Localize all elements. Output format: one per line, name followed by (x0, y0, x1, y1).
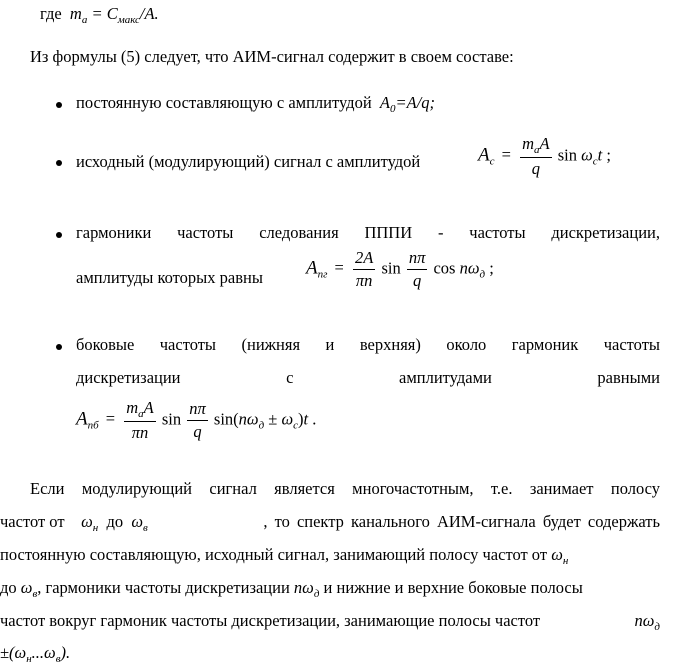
b4-lhs: A (76, 408, 88, 430)
l6-b: ...ω (31, 643, 56, 662)
b4-sin-1: sin (161, 409, 182, 429)
bullet-2-formula (478, 134, 611, 179)
l5-nw: nω (634, 611, 655, 630)
l6-a: ±(ω (0, 643, 27, 662)
b4-omega-2: ω (281, 409, 294, 429)
l4-nw-sub: д (313, 588, 320, 600)
b4-den-1: πn (124, 421, 156, 443)
l2-b-text: до (106, 512, 124, 531)
para-line-1: Если модулирующий сигнал является многочастотным, т.е. занимает полосу (30, 479, 660, 498)
b2-num-m: m (522, 134, 534, 153)
bullet-1-rest: =A/q; (395, 93, 436, 112)
l6-c: ). (60, 643, 71, 662)
b3-lhs-sub: пг (317, 268, 328, 281)
b3-n: n (459, 258, 468, 278)
b4-lhs-sub: пб (87, 419, 99, 432)
b2-omega: ω (581, 145, 593, 165)
b4-fraction-1 (124, 398, 156, 443)
b4-omega-2-sub: c (293, 419, 298, 432)
l5-nw-sub: д (654, 621, 660, 633)
l3-text: постоянную составляющую, исходный сигнал, занимающий полосу частот от (0, 545, 548, 564)
l5-a: частот вокруг гармоник частоты дискретизации, занимающие полосы частот (0, 611, 541, 630)
b4-t: t (303, 409, 309, 429)
l3-w-sub: н (562, 555, 569, 567)
bullet-1-line (76, 93, 435, 115)
b4-pm: ± (264, 409, 282, 429)
where-eq: = C (87, 4, 118, 23)
bullet-3-line-1: гармоники частоты следования ПППИ - частоты дискретизации, (76, 223, 660, 242)
l2-wn-sub: н (92, 522, 99, 534)
b4-den-2: q (187, 420, 208, 442)
b2-lhs: A (478, 144, 490, 166)
b3-lhs: A (306, 257, 318, 279)
b4-eq: = (105, 409, 116, 429)
para-line-6 (0, 643, 70, 665)
b4-num-m: m (126, 398, 139, 417)
b4-end: . (308, 409, 317, 429)
l4-b: , гармоники частоты дискретизации (37, 578, 290, 597)
b3-den-1: πn (353, 269, 375, 291)
where-c-sub: макс (117, 14, 140, 26)
bullet-4-line-2: дискретизации с амплитудами равными (76, 368, 660, 387)
b3-den-2: q (407, 269, 428, 291)
b4-close: ) (298, 409, 304, 429)
b4-fraction-2 (187, 399, 208, 442)
b3-fraction-1 (353, 248, 375, 291)
b3-cos: cos (433, 258, 456, 278)
b2-den: q (520, 157, 552, 179)
b3-omega-sub: д (479, 268, 486, 281)
bullet-3-line-2: амплитуды которых равны (76, 268, 263, 287)
where-m-sub: a (81, 14, 88, 26)
b2-eq: = (501, 145, 511, 165)
b2-num-A: A (539, 134, 550, 153)
where-m: m (69, 4, 82, 23)
bullet-4-formula (76, 398, 316, 443)
bullet-4-line-1: боковые частоты (нижняя и верхняя) около гармоник частоты (76, 335, 660, 354)
b2-sin: sin (557, 145, 577, 165)
b3-num-2: nπ (408, 248, 426, 267)
para-line-2 (0, 512, 660, 534)
intro-line: Из формулы (5) следует, что АИМ-сигнал содержит в своем составе: (30, 47, 514, 66)
l2-wn: ω (81, 512, 93, 531)
bullet-3-dot (56, 232, 62, 238)
l6-b-sub: в (55, 653, 61, 665)
b3-omega: ω (467, 258, 480, 278)
b3-num-1: 2A (354, 248, 374, 267)
b2-omega-sub: c (592, 155, 598, 168)
l2-wv: ω (131, 512, 143, 531)
b3-eq: = (334, 258, 344, 278)
l2-wv-sub: в (143, 522, 148, 534)
b4-num-2: nπ (189, 399, 206, 418)
b4-omega-1: ω (246, 409, 259, 429)
bullet-1-dot (56, 102, 62, 108)
bullet-2-text: исходный (модулирующий) сигнал с амплитудой (76, 152, 421, 171)
bullet-1-A: A (379, 93, 390, 112)
para-l2-part-c: , то спектр канального АИМ-сигнала будет содержать (263, 512, 660, 531)
bullet-1-A-sub: 0 (390, 103, 396, 115)
b4-n: n (238, 409, 247, 429)
l4-a: до (0, 578, 17, 597)
b4-num-A: A (143, 398, 154, 417)
where-tail: /A. (139, 4, 159, 23)
b2-num-sub: a (533, 144, 540, 156)
l3-w: ω (551, 545, 563, 564)
b2-fraction (520, 134, 552, 179)
b4-omega-1-sub: д (258, 419, 265, 432)
b3-end: ; (485, 258, 494, 278)
bullet-1-text: постоянную составляющую с амплитудой (76, 93, 372, 112)
para-line-3 (0, 545, 568, 567)
bullet-2-dot (56, 160, 62, 166)
b2-lhs-sub: c (489, 155, 495, 168)
b4-sin-2: sin( (213, 409, 239, 429)
b4-num-sub: a (138, 408, 144, 420)
l4-nw: nω (293, 578, 314, 597)
para-line-5 (0, 611, 660, 633)
bullet-4-dot (56, 344, 62, 350)
l4-w: ω (20, 578, 33, 597)
para-line-4 (0, 578, 583, 600)
l4-w-sub: в (32, 588, 38, 600)
b3-fraction-2 (407, 248, 428, 291)
b2-end: ; (602, 145, 611, 165)
bullet-3-formula (306, 248, 494, 291)
l6-a-sub: н (26, 653, 32, 665)
b2-t: t (597, 145, 603, 165)
where-line (40, 4, 159, 26)
l4-c: и нижние и верхние боковые полосы (319, 578, 583, 597)
l2-a-text: частот от (0, 512, 65, 531)
b3-sin: sin (381, 258, 401, 278)
para-l2-part-a (0, 512, 148, 534)
where-word: где (40, 4, 62, 23)
